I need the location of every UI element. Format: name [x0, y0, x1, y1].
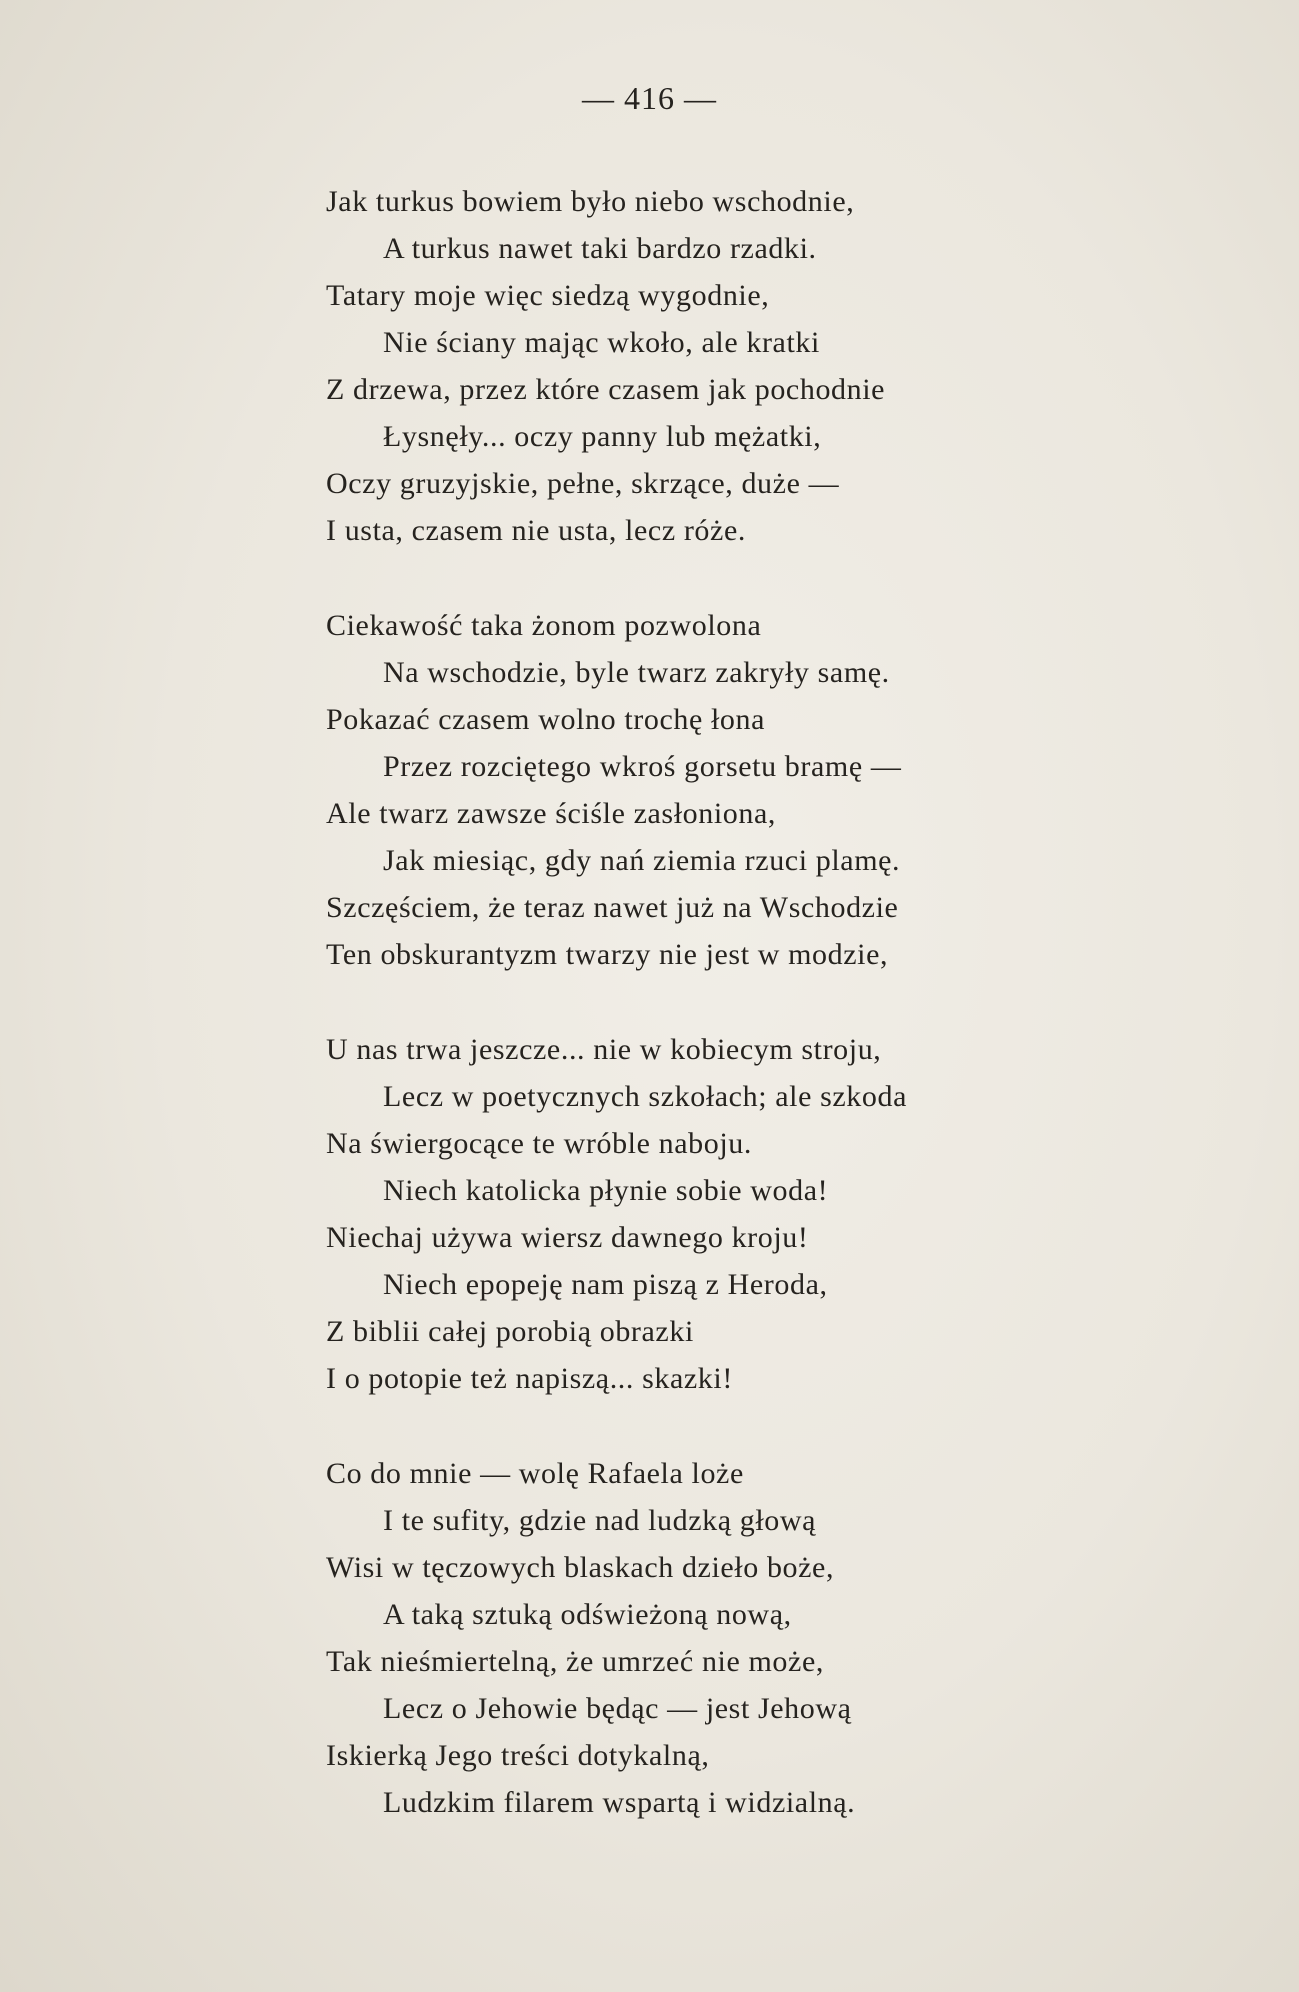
stanza-4 — [326, 1450, 1246, 1826]
verse-line: Wisi w tęczowych blaskach dzieło boże, — [326, 1551, 835, 1584]
verse-line: I te sufity, gdzie nad ludzką głową — [383, 1504, 817, 1537]
verse-line: Co do mnie — wolę Rafaela loże — [326, 1457, 744, 1490]
verse-line: Ten obskurantyzm twarzy nie jest w modzie, — [326, 938, 889, 971]
verse-line: Niech katolicka płynie sobie woda! — [383, 1174, 829, 1207]
verse-line: Lecz w poetycznych szkołach; ale szkoda — [383, 1080, 907, 1113]
verse-line: Tak nieśmiertelną, że umrzeć nie może, — [326, 1645, 824, 1678]
verse-line: Niech epopeję nam piszą z Heroda, — [383, 1268, 828, 1301]
verse-line: Ale twarz zawsze ściśle zasłoniona, — [326, 797, 776, 830]
verse-line: U nas trwa jeszcze... nie w kobiecym stroju, — [326, 1033, 882, 1066]
verse-line: Nie ściany mając wkoło, ale kratki — [383, 326, 820, 359]
verse-line: I o potopie też napiszą... skazki! — [326, 1362, 733, 1395]
verse-line: Łysnęły... oczy panny lub mężatki, — [383, 420, 822, 453]
verse-line: Jak miesiąc, gdy nań ziemia rzuci plamę. — [383, 844, 901, 877]
verse-line: Ciekawość taka żonom pozwolona — [326, 609, 762, 642]
verse-line: Jak turkus bowiem było niebo wschodnie, — [326, 185, 855, 218]
verse-line: Niechaj używa wiersz dawnego kroju! — [326, 1221, 809, 1254]
stanza-2 — [326, 602, 1246, 978]
page-number: — 416 — — [582, 80, 717, 116]
verse-line: Tatary moje więc siedzą wygodnie, — [326, 279, 770, 312]
stanza-1 — [326, 178, 1246, 554]
verse-line: Na świergocące te wróble naboju. — [326, 1127, 752, 1160]
stanza-3 — [326, 1026, 1246, 1402]
verse-line: Pokazać czasem wolno trochę łona — [326, 703, 766, 736]
verse-line: Szczęściem, że teraz nawet już na Wschodzie — [326, 891, 899, 924]
verse-line: Oczy gruzyjskie, pełne, skrzące, duże — — [326, 467, 840, 500]
verse-line: I usta, czasem nie usta, lecz róże. — [326, 514, 746, 547]
verse-line: A taką sztuką odświeżoną nową, — [383, 1598, 792, 1631]
poem — [326, 178, 1246, 1874]
verse-line: Przez rozciętego wkroś gorsetu bramę — — [383, 750, 902, 783]
verse-line: Na wschodzie, byle twarz zakryły samę. — [383, 656, 890, 689]
verse-line: A turkus nawet taki bardzo rzadki. — [383, 232, 817, 265]
verse-line: Ludzkim filarem wspartą i widzialną. — [383, 1786, 856, 1819]
verse-line: Iskierką Jego treści dotykalną, — [326, 1739, 710, 1772]
verse-line: Z drzewa, przez które czasem jak pochodnie — [326, 373, 886, 406]
verse-line: Lecz o Jehowie będąc — jest Jehową — [383, 1692, 852, 1725]
verse-line: Z biblii całej porobią obrazki — [326, 1315, 694, 1348]
